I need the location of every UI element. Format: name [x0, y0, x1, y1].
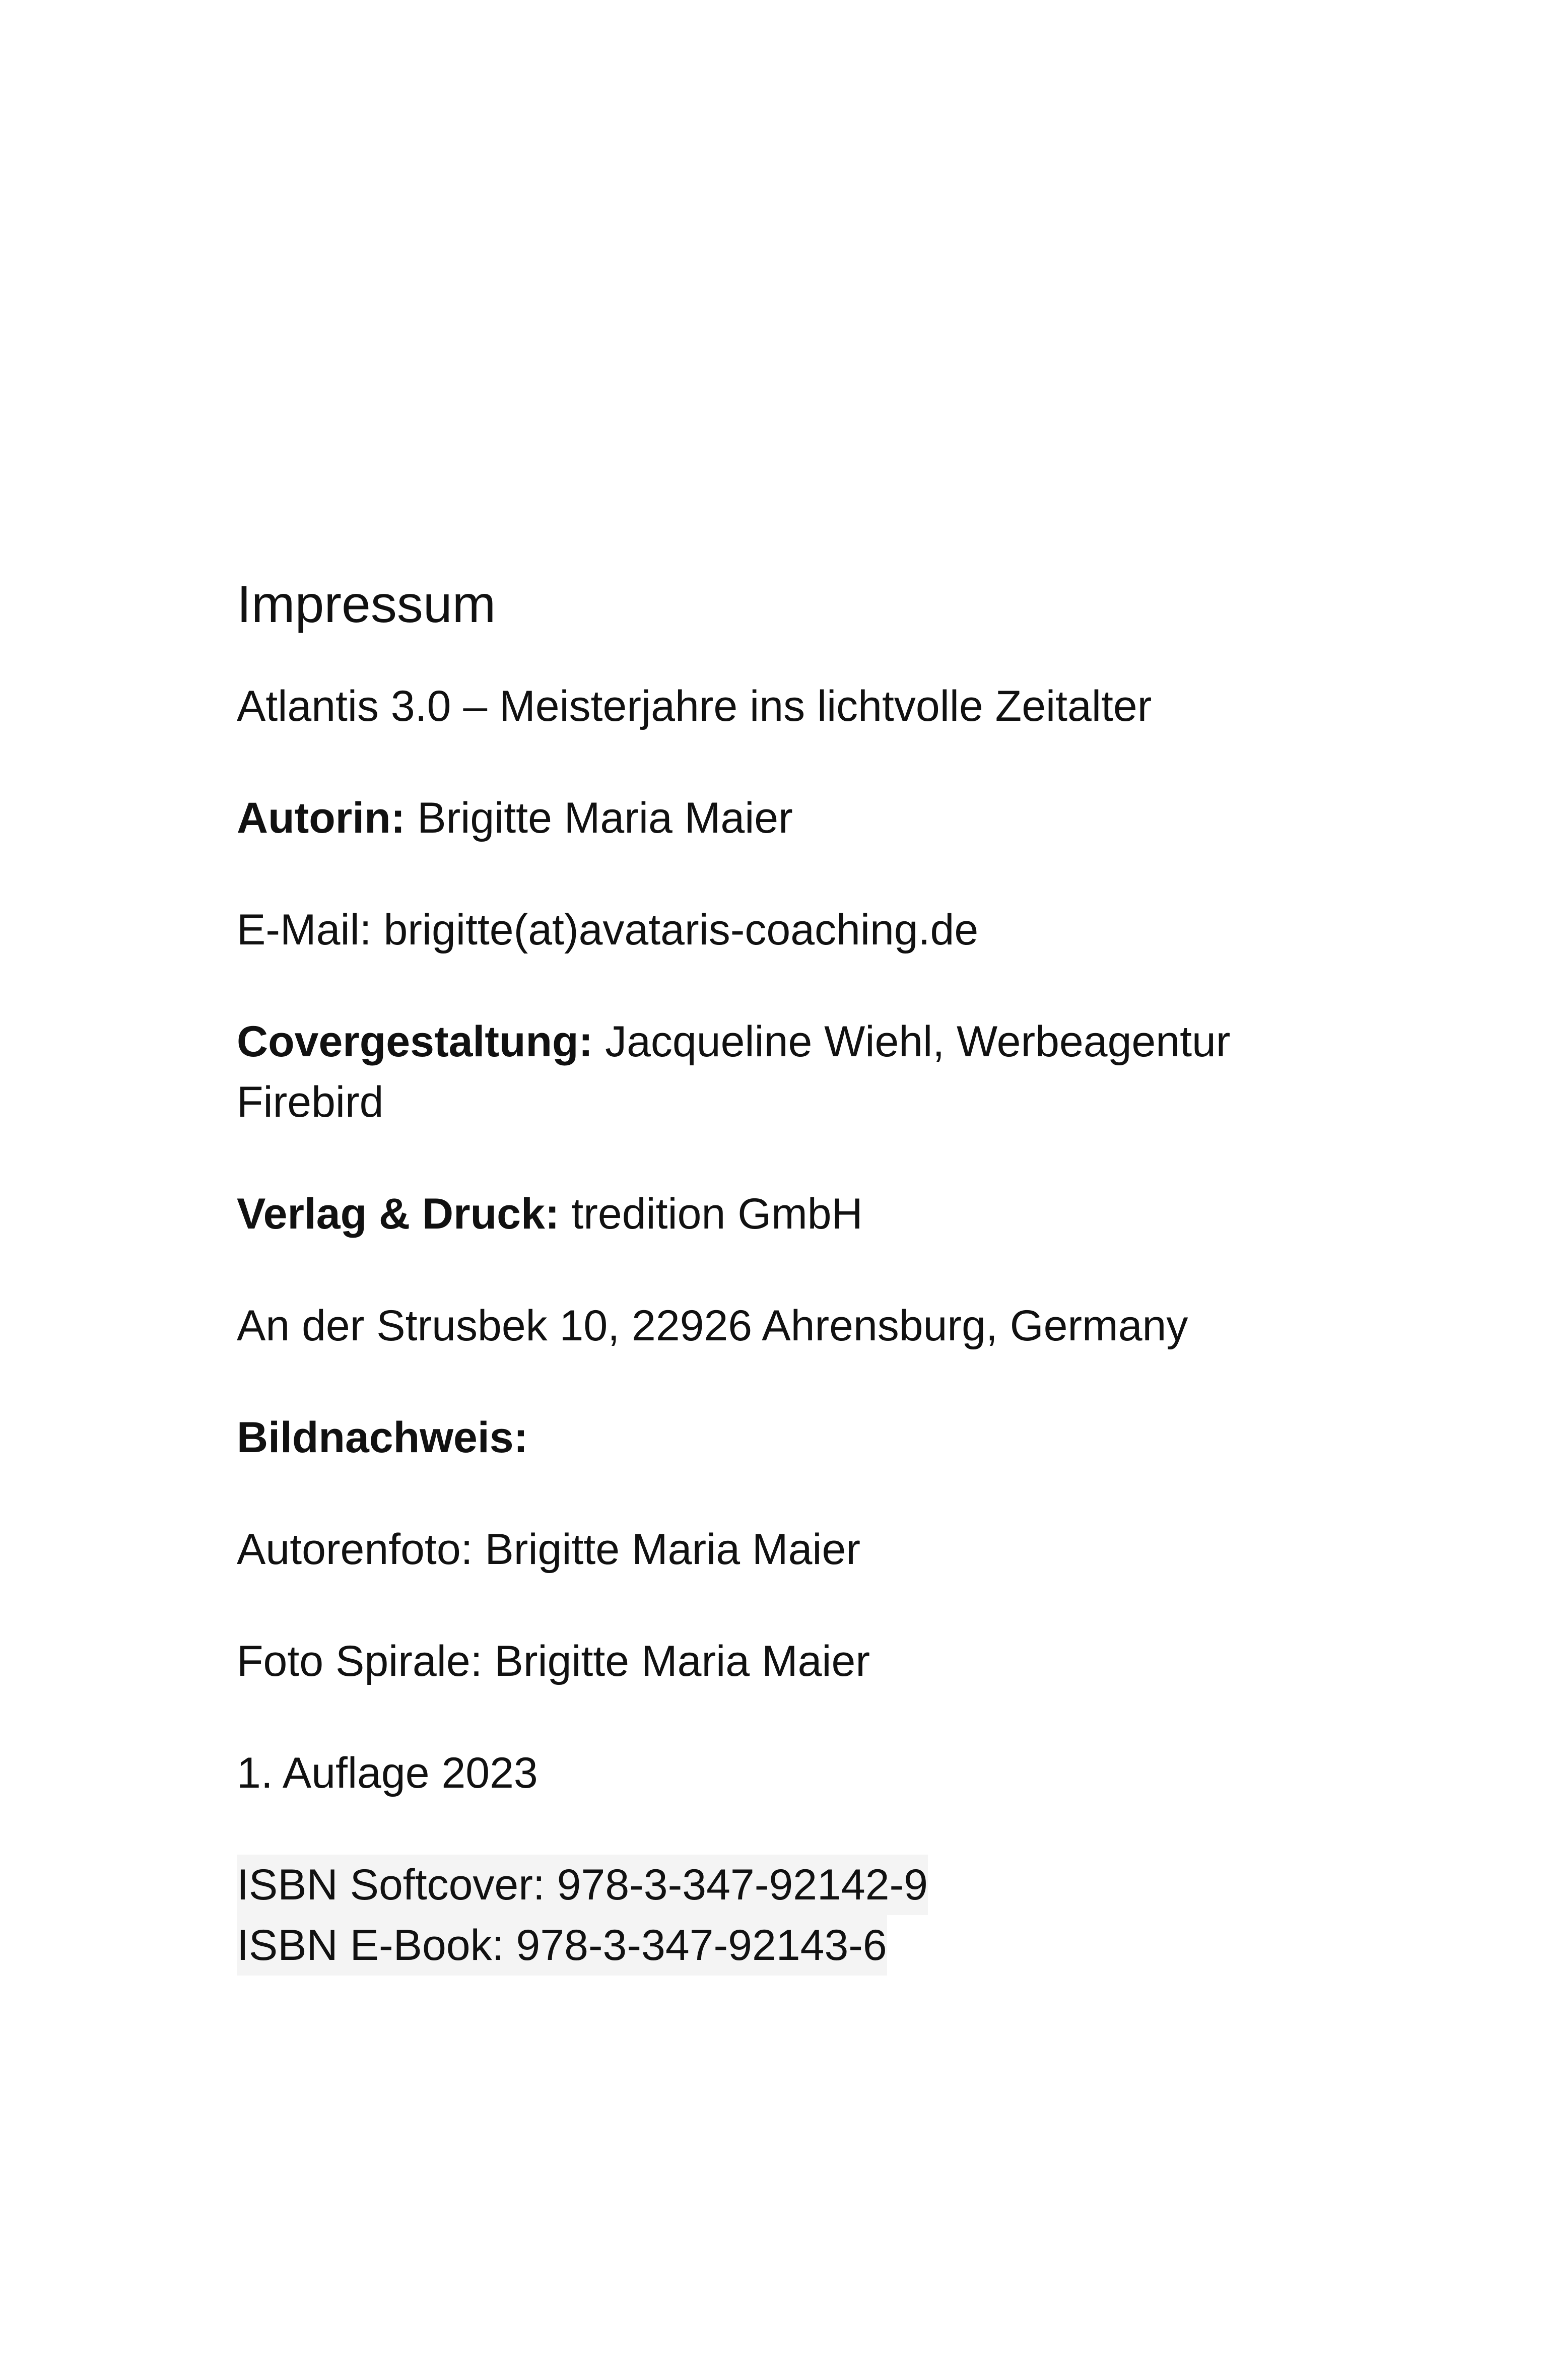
cover-design-label: Covergestaltung: — [237, 1017, 593, 1066]
author-label: Autorin: — [237, 794, 406, 842]
publisher-label: Verlag & Druck: — [237, 1190, 560, 1238]
email-line: E-Mail: brigitte(at)avataris-coaching.de — [237, 906, 979, 954]
author-line — [237, 788, 1320, 848]
isbn-ebook: ISBN E-Book: 978-3-347-92143-6 — [237, 1915, 887, 1976]
publisher-value: tredition GmbH — [559, 1190, 863, 1238]
author-photo-credit: Autorenfoto: Brigitte Maria Maier — [237, 1525, 860, 1574]
image-credits-label: Bildnachweis: — [237, 1413, 528, 1462]
publisher-line — [237, 1184, 1320, 1244]
impressum-section — [237, 569, 1320, 1976]
book-title: Atlantis 3.0 – Meisterjahre ins lichtvolle Zeitalter — [237, 682, 1152, 730]
isbn-softcover: ISBN Softcover: 978-3-347-92142-9 — [237, 1855, 928, 1915]
edition-line: 1. Auflage 2023 — [237, 1749, 538, 1797]
address-line: An der Strusbek 10, 22926 Ahrensburg, Germany — [237, 1302, 1188, 1350]
cover-design-line — [237, 1011, 1320, 1132]
spiral-photo-credit: Foto Spirale: Brigitte Maria Maier — [237, 1637, 870, 1685]
impressum-heading: Impressum — [237, 575, 496, 634]
isbn-block — [237, 1855, 1320, 1976]
author-value: Brigitte Maria Maier — [405, 794, 793, 842]
cover-design-value: Jacqueline Wiehl, Werbeagentur Firebird — [237, 1017, 1231, 1126]
